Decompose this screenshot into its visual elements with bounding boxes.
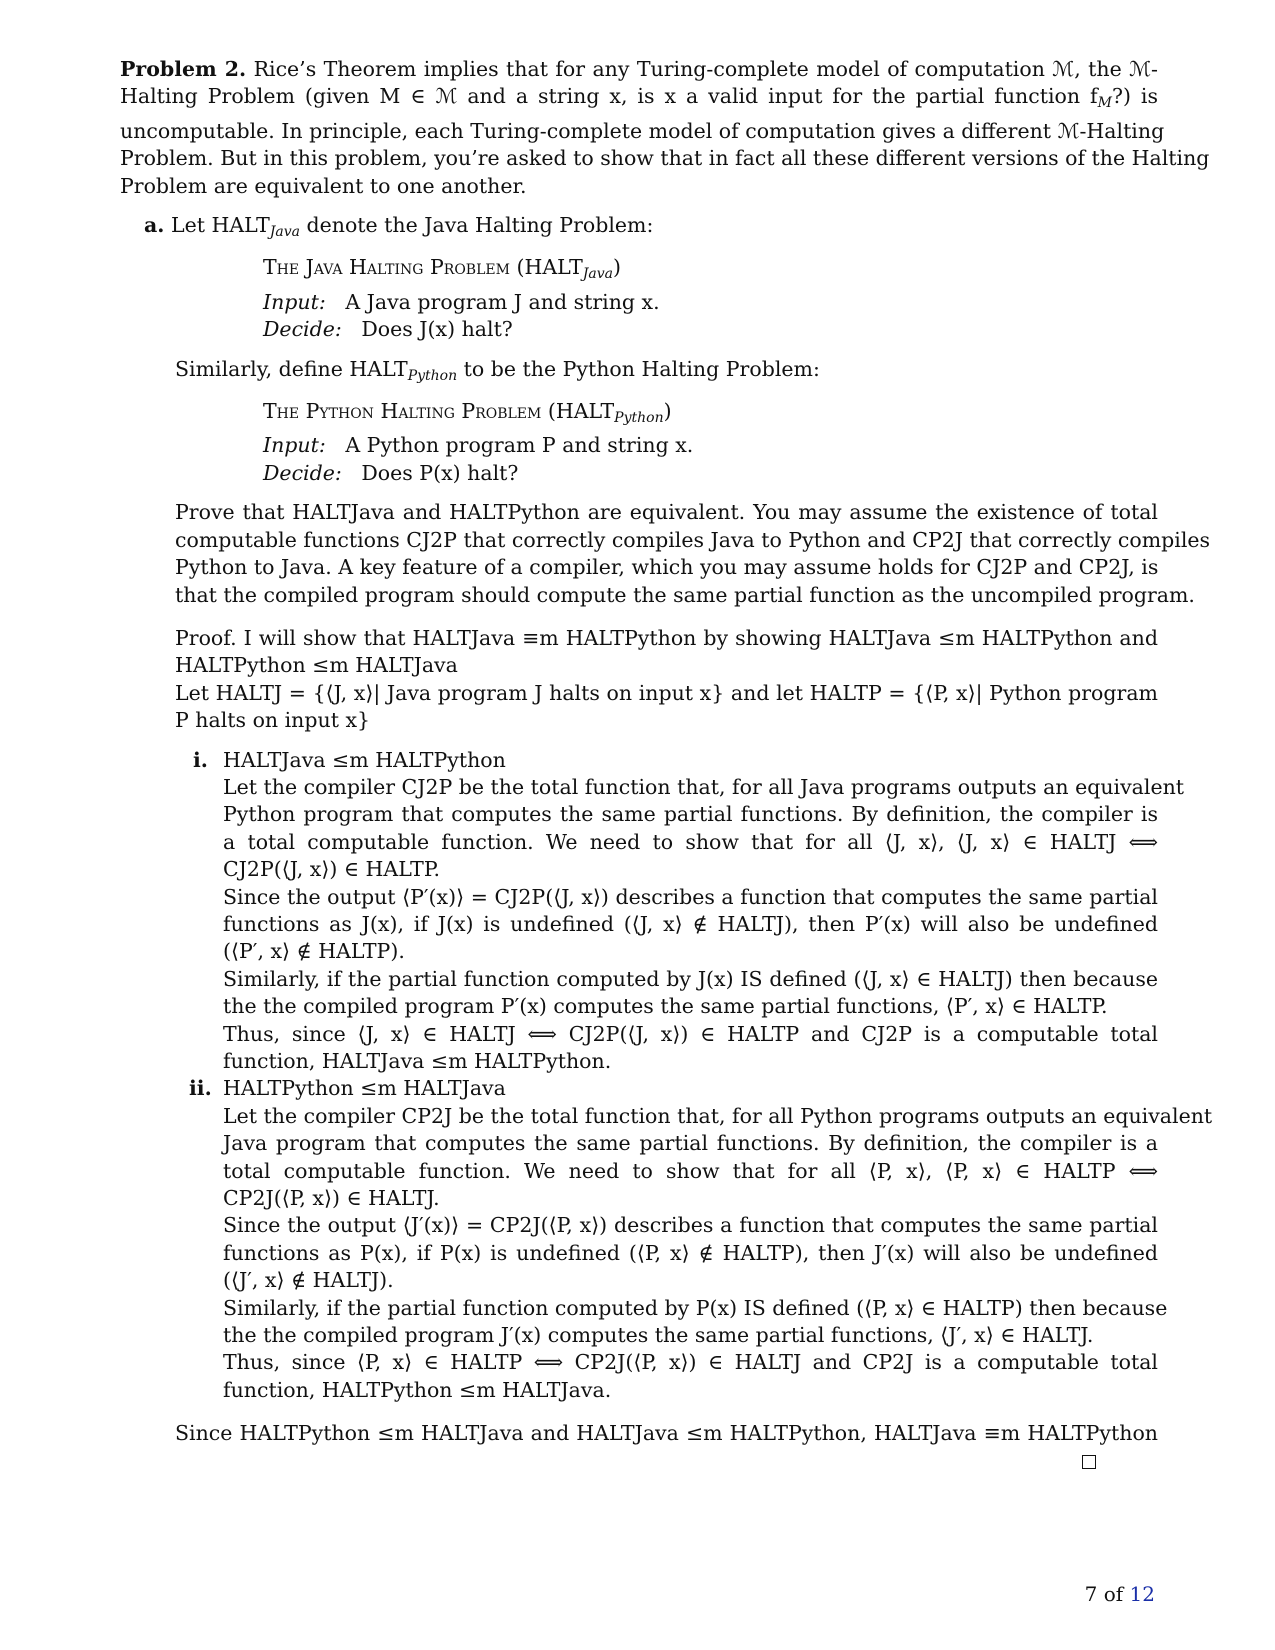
intro-line: Halting Problem (given M ∈ ℳ and a string x, is x a valid input for the partial function $f_M$?) is [120,84,1158,112]
proof-part-ii [189,1075,1213,1404]
part-i-line: the the compiled program P′(x) computes the same partial functions, ⟨P′, x⟩ ∈ HALTP. [223,994,1108,1019]
proof-block [175,625,1158,735]
conclusion: Since HALTPython ≤m HALTJava and HALTJava ≤m HALTPython, HALTJava ≡m HALTPython [175,1421,1158,1446]
part-i-line: Thus, since ⟨J, x⟩ ∈ HALTJ ⟺ CJ2P(⟨J, x⟩) ∈ HALTP and CJ2P is a computable total [223,1021,1158,1046]
part-ii-line: functions as P(x), if P(x) is undefined (⟨P, x⟩ ∉ HALTP), then J′(x) will also be undefined [223,1240,1158,1265]
prove-line: Python to Java. A key feature of a compiler, which you may assume holds for CJ2P and CP2J, is [175,555,1159,580]
part-i-line: Since the output ⟨P′(x)⟩ = CJ2P(⟨J, x⟩) describes a function that computes the same partial [223,884,1158,909]
part-i-line: Let the compiler CJ2P be the total function that, for all Java programs outputs an equivalent [223,774,1185,799]
intro-line: Problem. But in this problem, you’re asked to show that in fact all these different versions of the Halting [120,146,1210,171]
intro-line: Problem are equivalent to one another. [120,173,527,198]
java-box-title: The Java Halting Problem $(HALT_{Java})$ [263,255,621,283]
prove-line: computable functions CJ2P that correctly compiles Java to Python and CP2J that correctly compiles [175,527,1211,552]
part-i-line: a total computable function. We need to show that for all ⟨J, x⟩, ⟨J, x⟩ ∈ HALTJ ⟺ [223,829,1158,854]
part-i-line: Python program that computes the same partial functions. By definition, the compiler is [223,802,1158,827]
python-box-title: The Python Halting Problem $(HALT_{Python})$ [263,399,672,427]
page-number: 7 of 12 [1084,1582,1155,1606]
part-i-line: Similarly, if the partial function computed by J(x) IS defined (⟨J, x⟩ ∈ HALTJ) then because [223,966,1158,991]
part-ii-line: Since the output ⟨J′(x)⟩ = CP2J(⟨P, x⟩) describes a function that computes the same partial [223,1213,1158,1238]
part-ii-line: Java program that computes the same partial functions. By definition, the compiler is a [223,1131,1158,1156]
proof-line: P halts on input x} [175,708,371,733]
qed-square-icon [1082,1455,1096,1469]
proof-line: Let HALTJ = {⟨J, x⟩| Java program J halts on input x} and let HALTP = {⟨P, x⟩| Python program [175,680,1158,705]
part-i-heading: i. HALTJava ≤m HALTPython [193,747,506,772]
proof-line: Proof. I will show that HALTJava ≡m HALTPython by showing HALTJava ≤m HALTPython and [175,625,1158,650]
page-total-link[interactable]: 12 [1129,1582,1155,1606]
python-box-decide: Decide: Does P(x) halt? [263,460,519,485]
part-i-line: (⟨P′, x⟩ ∉ HALTP). [223,939,405,964]
part-i-line: CJ2P(⟨J, x⟩) ∈ HALTP. [223,857,441,882]
proof-line: HALTPython ≤m HALTJava [175,653,458,678]
part-a-heading: a. Let $HALT_{Java}$ denote the Java Halting Problem: [144,213,654,241]
python-problem-box [263,398,1158,487]
similarly-define: Similarly, define $HALT_{Python}$ to be the Python Halting Problem: [175,356,820,384]
part-ii-line: Let the compiler CP2J be the total function that, for all Python programs outputs an equivalent [223,1103,1213,1128]
part-ii-line: function, HALTPython ≤m HALTJava. [223,1377,612,1402]
part-ii-heading: ii. HALTPython ≤m HALTJava [189,1076,506,1101]
problem-intro [120,56,1210,200]
page-content [120,56,1213,1448]
proof-part-i [193,747,1185,1076]
java-box-input: Input: A Java program J and string x. [263,289,660,314]
part-ii-line: CP2J(⟨P, x⟩) ∈ HALTJ. [223,1186,440,1211]
intro-line: Problem 2. Rice’s Theorem implies that for any Turing-complete model of computation ℳ, the ℳ- [120,57,1158,81]
part-ii-line: total computable function. We need to show that for all ⟨P, x⟩, ⟨P, x⟩ ∈ HALTP ⟺ [223,1158,1158,1183]
java-box-decide: Decide: Does J(x) halt? [263,317,513,342]
part-ii-line: (⟨J′, x⟩ ∉ HALTJ). [223,1268,394,1293]
prove-line: that the compiled program should compute the same partial function as the uncompiled program. [175,582,1195,607]
problem-label: Problem 2. [120,57,247,81]
part-ii-line: Thus, since ⟨P, x⟩ ∈ HALTP ⟺ CP2J(⟨P, x⟩) ∈ HALTJ and CP2J is a computable total [223,1350,1158,1375]
python-box-input: Input: A Python program P and string x. [263,433,694,458]
prove-line: Prove that HALTJava and HALTPython are equivalent. You may assume the existence of total [175,500,1158,525]
intro-line: uncomputable. In principle, each Turing-complete model of computation gives a different ℳ-Halting [120,118,1165,143]
part-i-line: function, HALTJava ≤m HALTPython. [223,1049,612,1073]
part-ii-line: the the compiled program J′(x) computes the same partial functions, ⟨J′, x⟩ ∈ HALTJ. [223,1323,1094,1348]
part-i-line: functions as J(x), if J(x) is undefined (⟨J, x⟩ ∉ HALTJ), then P′(x) will also be undefined [223,911,1158,936]
part-ii-line: Similarly, if the partial function computed by P(x) IS defined (⟨P, x⟩ ∈ HALTP) then because [223,1295,1168,1320]
java-problem-box [263,254,1158,343]
prove-paragraph [175,499,1211,609]
